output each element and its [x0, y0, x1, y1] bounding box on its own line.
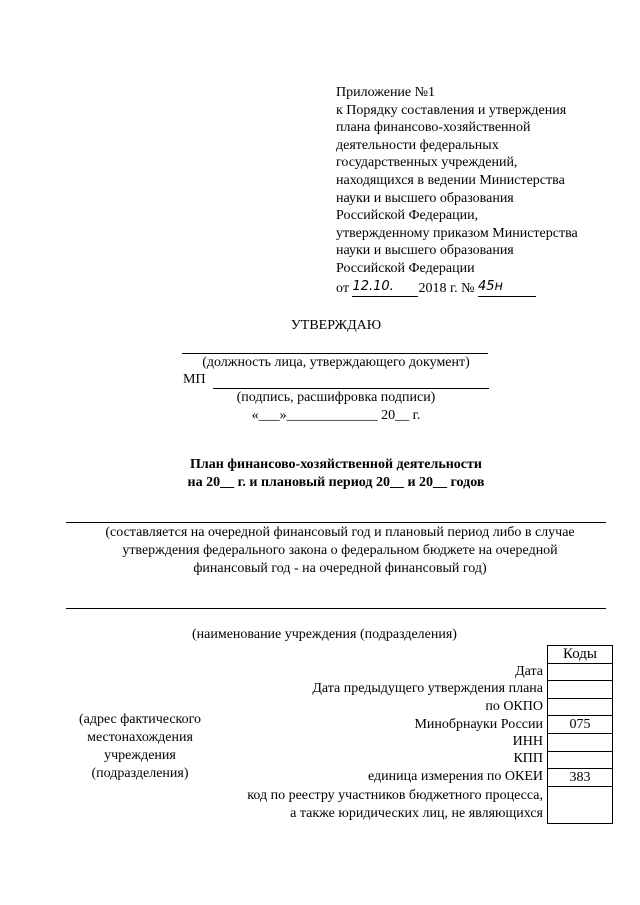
appendix-line: утвержденному приказом Министерства [336, 225, 578, 241]
code-value-ministry: 075 [548, 716, 613, 734]
code-value-okpo [548, 698, 613, 716]
address-caption-line2: местонахождения [87, 730, 193, 745]
institution-caption: (наименование учреждения (подразделения) [192, 627, 457, 642]
address-caption-line4: (подразделения) [91, 766, 189, 781]
institution-line [66, 608, 606, 609]
codes-table [547, 645, 613, 824]
note-line2: утверждения федерального закона о федеральном бюджете на очередной [122, 543, 558, 558]
code-value-registry [548, 786, 613, 823]
registry-label-line2: а также юридических лиц, не являющихся [290, 806, 543, 821]
note-line3: финансовый год - на очередной финансовый год) [193, 561, 487, 576]
plan-title-line1: План финансово-хозяйственной деятельности [190, 457, 482, 472]
codes-header: Коды [548, 646, 613, 664]
code-label-ministry: Минобрнауки России [414, 717, 543, 732]
appendix-line: государственных учреждений, [336, 155, 518, 171]
position-caption: (должность лица, утверждающего документ) [202, 355, 470, 370]
code-label-okpo: по ОКПО [485, 699, 543, 714]
code-value-date [548, 663, 613, 681]
appendix-line: Российской Федерации [336, 260, 475, 276]
address-caption-line1: (адрес фактического [78, 712, 202, 727]
appendix-line: науки и высшего образования [336, 243, 514, 259]
date-prefix: от [336, 280, 349, 296]
appendix-line: науки и высшего образования [336, 190, 514, 206]
appendix-line: к Порядку составления и утверждения [336, 102, 567, 118]
year-text: 2018 г. № [418, 280, 475, 296]
appendix-line: плана финансово-хозяйственной [336, 120, 531, 136]
appendix-line: Российской Федерации, [336, 208, 479, 224]
code-value-prev-date [548, 681, 613, 699]
code-value-kpp [548, 751, 613, 769]
approve-title: УТВЕРЖДАЮ [290, 318, 382, 333]
order-date-line [336, 280, 578, 298]
appendix-header [336, 84, 578, 297]
plan-title-line2: на 20__ г. и плановый период 20__ и 20__ годов [187, 475, 485, 490]
mp-label: МП [183, 372, 206, 387]
code-label-kpp: КПП [513, 751, 543, 766]
appendix-line: находящихся в ведении Министерства [336, 172, 565, 188]
note-line1: (составляется на очередной финансовый год и плановый период либо в случае [105, 525, 575, 540]
code-label-inn: ИНН [512, 734, 543, 749]
registry-label-line1: код по реестру участников бюджетного процесса, [247, 788, 543, 803]
approval-date-line: «___»_____________ 20__ г. [251, 408, 421, 423]
code-value-okei: 383 [548, 769, 613, 787]
position-line [182, 353, 488, 354]
code-label-date: Дата [515, 664, 543, 679]
code-value-inn [548, 733, 613, 751]
signature-line [213, 388, 489, 389]
code-label-prev-date: Дата предыдущего утверждения плана [312, 681, 543, 696]
date-field [352, 280, 418, 297]
handwritten-date: 12.10. [352, 279, 394, 295]
handwritten-number: 45н [477, 279, 504, 295]
appendix-line: Приложение №1 [336, 85, 435, 100]
appendix-line: деятельности федеральных [336, 137, 499, 153]
period-line [66, 522, 606, 523]
address-caption-line3: учреждения [104, 748, 176, 763]
number-field [478, 280, 536, 297]
signature-caption: (подпись, расшифровка подписи) [236, 390, 436, 405]
code-label-okei: единица измерения по ОКЕИ [368, 769, 543, 784]
